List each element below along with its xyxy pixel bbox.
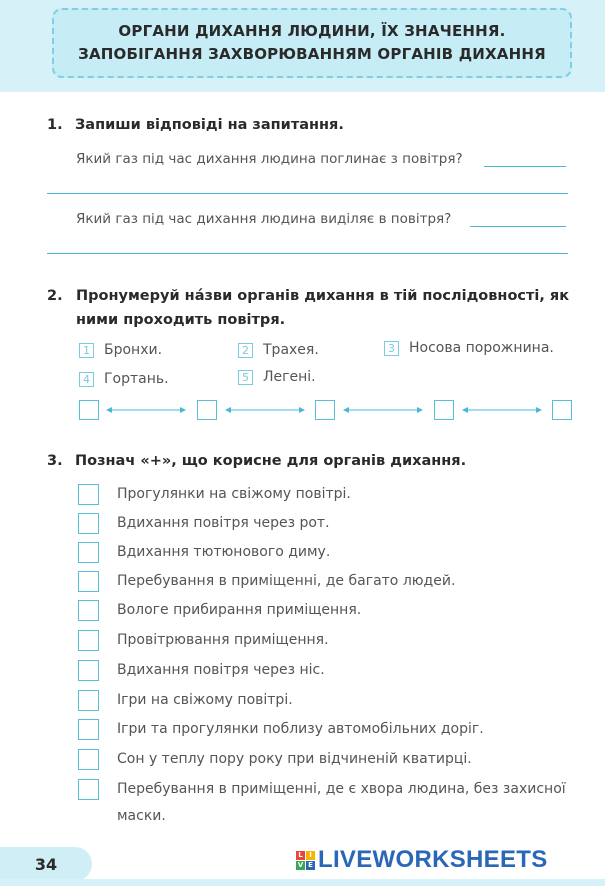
list-item-text: Провітрювання приміщення. bbox=[117, 632, 329, 648]
organ-name-2: Трахея. bbox=[263, 342, 319, 358]
list-item bbox=[78, 513, 330, 538]
organ-name-4: Гортань. bbox=[104, 371, 169, 387]
checkbox[interactable] bbox=[78, 779, 99, 800]
task1-question-1: Який газ під час дихання людина поглинає з повітря? bbox=[76, 151, 463, 167]
liveworksheets-logo-icon bbox=[296, 851, 315, 870]
list-item bbox=[78, 484, 351, 509]
sequence-box-2[interactable] bbox=[197, 400, 217, 420]
organ-name-5: Легені. bbox=[263, 369, 316, 385]
organ-name-3: Носова порожнина. bbox=[409, 340, 554, 356]
organ-number-4: 4 bbox=[79, 372, 94, 387]
task2-title-line-2: ними проходить повітря. bbox=[76, 312, 286, 328]
sequence-box-1[interactable] bbox=[79, 400, 99, 420]
task2-number: 2. bbox=[47, 288, 63, 304]
organ-number-2: 2 bbox=[238, 343, 253, 358]
list-item-text: Вологе прибирання приміщення. bbox=[117, 602, 362, 618]
answer-line-1b[interactable] bbox=[47, 193, 568, 194]
logo-letter: V bbox=[297, 860, 304, 869]
list-item-text-continued: маски. bbox=[117, 808, 166, 824]
list-item-text: Вдихання повітря через рот. bbox=[117, 515, 330, 531]
list-item-text: Ігри на свіжому повітрі. bbox=[117, 692, 293, 708]
answer-line-2a[interactable] bbox=[470, 226, 566, 227]
organ-item-1 bbox=[79, 342, 162, 358]
page-number-badge bbox=[0, 847, 92, 881]
task3-title-text: Познач «+», що корисне для органів дихання. bbox=[75, 453, 467, 469]
list-item-text: Вдихання повітря через ніс. bbox=[117, 662, 325, 678]
checkbox[interactable] bbox=[78, 719, 99, 740]
list-item bbox=[78, 630, 329, 655]
task1-title-text: Запиши відповіді на запитання. bbox=[75, 117, 344, 133]
checkbox[interactable] bbox=[78, 749, 99, 770]
checkbox[interactable] bbox=[78, 484, 99, 505]
task3-number: 3. bbox=[47, 453, 63, 469]
logo-letter: E bbox=[306, 861, 315, 870]
organ-number-5: 5 bbox=[238, 370, 253, 385]
double-arrow-icon bbox=[225, 406, 305, 414]
checkbox[interactable] bbox=[78, 630, 99, 651]
double-arrow-icon bbox=[106, 406, 186, 414]
organ-name-1: Бронхи. bbox=[104, 342, 163, 358]
list-item-text: Перебування в приміщенні, де багато людей. bbox=[117, 573, 456, 589]
list-item bbox=[78, 749, 472, 774]
double-arrow-icon bbox=[462, 406, 542, 414]
task2-title-line-1: Пронумеруй на́зви органів дихання в тій послідовності, як bbox=[76, 288, 570, 304]
logo-letter: I bbox=[306, 851, 315, 860]
title-line-1: ОРГАНИ ДИХАННЯ ЛЮДИНИ, ЇХ ЗНАЧЕННЯ. bbox=[118, 22, 506, 40]
task1-question-2: Який газ під час дихання людина виділяє в повітря? bbox=[76, 211, 452, 227]
footer-band bbox=[0, 879, 605, 886]
answer-line-2b[interactable] bbox=[47, 253, 568, 254]
checkbox[interactable] bbox=[78, 571, 99, 592]
list-item bbox=[78, 600, 361, 625]
task1-title bbox=[47, 117, 344, 133]
list-item-text: Сон у теплу пору року при відчиненій кватирці. bbox=[117, 751, 472, 767]
organ-item-2 bbox=[238, 342, 319, 358]
sequence-box-4[interactable] bbox=[434, 400, 454, 420]
answer-line-1a[interactable] bbox=[484, 166, 566, 167]
brand-name: LIVEWORKSHEETS bbox=[318, 846, 548, 873]
organ-item-3 bbox=[384, 340, 554, 356]
list-item bbox=[78, 542, 330, 567]
task1-number: 1. bbox=[47, 117, 63, 133]
sequence-box-3[interactable] bbox=[315, 400, 335, 420]
list-item-text: Ігри та прогулянки поблизу автомобільних доріг. bbox=[117, 721, 484, 737]
list-item-text: Прогулянки на свіжому повітрі. bbox=[117, 486, 351, 502]
organ-number-1: 1 bbox=[79, 343, 94, 358]
list-item bbox=[78, 719, 484, 744]
organ-number-3: 3 bbox=[384, 341, 399, 356]
list-item bbox=[78, 690, 293, 715]
title-line-2: ЗАПОБІГАННЯ ЗАХВОРЮВАННЯМ ОРГАНІВ ДИХАННЯ bbox=[78, 45, 546, 63]
list-item bbox=[78, 571, 455, 596]
page-number: 34 bbox=[34, 854, 58, 874]
checkbox[interactable] bbox=[78, 542, 99, 563]
organ-item-4 bbox=[79, 371, 169, 387]
liveworksheets-logo bbox=[296, 846, 548, 874]
list-item-text: Перебування в приміщенні, де є хвора людина, без захисної bbox=[117, 781, 566, 797]
task2-title bbox=[47, 288, 75, 304]
checkbox[interactable] bbox=[78, 690, 99, 711]
organ-item-5 bbox=[238, 369, 316, 385]
checkbox[interactable] bbox=[78, 513, 99, 534]
sequence-box-5[interactable] bbox=[552, 400, 572, 420]
list-item bbox=[78, 660, 325, 685]
logo-letter: L bbox=[296, 851, 305, 860]
list-item-text: Вдихання тютюнового диму. bbox=[117, 544, 331, 560]
task3-title bbox=[47, 453, 466, 469]
double-arrow-icon bbox=[343, 406, 423, 414]
list-item bbox=[78, 779, 566, 804]
checkbox[interactable] bbox=[78, 660, 99, 681]
page-title bbox=[52, 8, 572, 78]
checkbox[interactable] bbox=[78, 600, 99, 621]
